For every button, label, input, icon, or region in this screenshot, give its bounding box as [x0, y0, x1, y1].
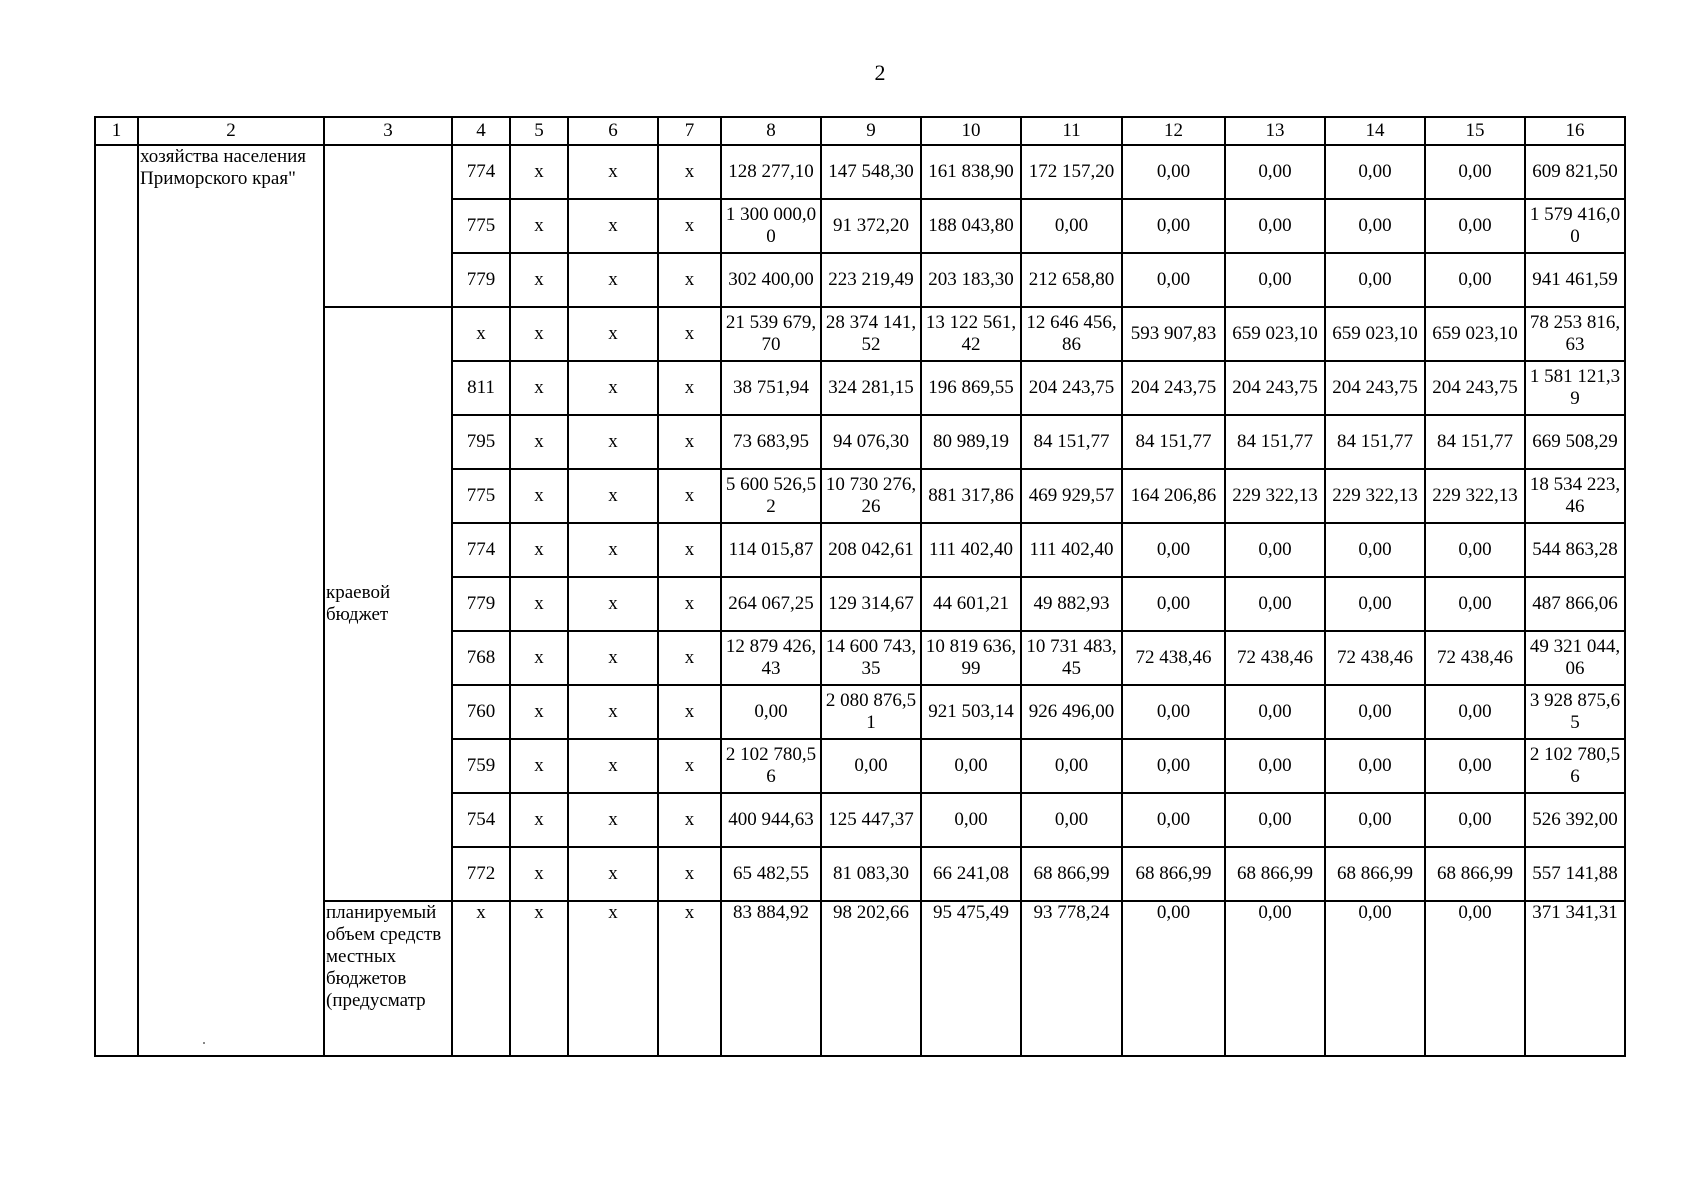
- column-header: 7: [658, 117, 721, 145]
- code-cell: x: [658, 685, 721, 739]
- amount-cell: 2 102 780,56: [1525, 739, 1625, 793]
- column-number-row: [95, 117, 1625, 145]
- amount-cell: 0,00: [1122, 793, 1225, 847]
- code-cell: x: [658, 523, 721, 577]
- amount-cell: 0,00: [1425, 523, 1525, 577]
- amount-cell: 0,00: [1425, 793, 1525, 847]
- amount-cell: 38 751,94: [721, 361, 821, 415]
- code-cell: x: [510, 793, 568, 847]
- column-header: 11: [1021, 117, 1122, 145]
- funding-source-cell: [324, 145, 452, 307]
- amount-cell: 557 141,88: [1525, 847, 1625, 901]
- amount-cell: 1 579 416,00: [1525, 199, 1625, 253]
- code-cell: x: [568, 793, 658, 847]
- amount-cell: 13 122 561,42: [921, 307, 1021, 361]
- amount-cell: 926 496,00: [1021, 685, 1122, 739]
- code-cell: x: [568, 199, 658, 253]
- amount-cell: 0,00: [1325, 253, 1425, 307]
- amount-cell: 73 683,95: [721, 415, 821, 469]
- funding-source-cell: краевой бюджет: [324, 307, 452, 901]
- amount-cell: 10 819 636,99: [921, 631, 1021, 685]
- amount-cell: 0,00: [1425, 577, 1525, 631]
- amount-cell: 1 300 000,00: [721, 199, 821, 253]
- amount-cell: 659 023,10: [1225, 307, 1325, 361]
- code-cell: x: [568, 469, 658, 523]
- budget-code-cell: 760: [452, 685, 510, 739]
- amount-cell: 0,00: [1122, 901, 1225, 1056]
- amount-cell: 0,00: [1325, 577, 1425, 631]
- code-cell: x: [658, 145, 721, 199]
- budget-code-cell: 775: [452, 199, 510, 253]
- code-cell: x: [658, 415, 721, 469]
- amount-cell: 129 314,67: [821, 577, 921, 631]
- amount-cell: 0,00: [1225, 739, 1325, 793]
- column-header: 8: [721, 117, 821, 145]
- amount-cell: 66 241,08: [921, 847, 1021, 901]
- amount-cell: 196 869,55: [921, 361, 1021, 415]
- amount-cell: 204 243,75: [1325, 361, 1425, 415]
- amount-cell: 111 402,40: [1021, 523, 1122, 577]
- column-header: 6: [568, 117, 658, 145]
- amount-cell: 208 042,61: [821, 523, 921, 577]
- amount-cell: 526 392,00: [1525, 793, 1625, 847]
- column-header: 10: [921, 117, 1021, 145]
- code-cell: x: [568, 361, 658, 415]
- amount-cell: 49 321 044,06: [1525, 631, 1625, 685]
- scan-speck: [203, 1042, 205, 1044]
- code-cell: x: [510, 361, 568, 415]
- amount-cell: 0,00: [1225, 145, 1325, 199]
- amount-cell: 0,00: [1225, 199, 1325, 253]
- table-row: [95, 145, 1625, 199]
- program-financing-table: [94, 116, 1626, 1057]
- code-cell: x: [568, 847, 658, 901]
- amount-cell: 72 438,46: [1425, 631, 1525, 685]
- column-header: 16: [1525, 117, 1625, 145]
- amount-cell: 941 461,59: [1525, 253, 1625, 307]
- code-cell: x: [658, 739, 721, 793]
- budget-code-cell: 768: [452, 631, 510, 685]
- code-cell: x: [510, 847, 568, 901]
- amount-cell: 659 023,10: [1425, 307, 1525, 361]
- amount-cell: 21 539 679,70: [721, 307, 821, 361]
- amount-cell: 84 151,77: [1325, 415, 1425, 469]
- code-cell: x: [568, 631, 658, 685]
- code-cell: x: [658, 361, 721, 415]
- amount-cell: 0,00: [1122, 577, 1225, 631]
- code-cell: x: [658, 469, 721, 523]
- funding-source-cell: планируемый объем средств местных бюджетов (предусматр: [324, 901, 452, 1056]
- amount-cell: 0,00: [1225, 685, 1325, 739]
- budget-code-cell: 759: [452, 739, 510, 793]
- amount-cell: 0,00: [1021, 739, 1122, 793]
- code-cell: x: [510, 145, 568, 199]
- code-cell: x: [568, 145, 658, 199]
- amount-cell: 84 151,77: [1425, 415, 1525, 469]
- amount-cell: 400 944,63: [721, 793, 821, 847]
- budget-code-cell: 795: [452, 415, 510, 469]
- column-header: 13: [1225, 117, 1325, 145]
- amount-cell: 609 821,50: [1525, 145, 1625, 199]
- budget-code-cell: 811: [452, 361, 510, 415]
- code-cell: x: [568, 253, 658, 307]
- code-cell: x: [510, 199, 568, 253]
- amount-cell: 0,00: [1122, 253, 1225, 307]
- amount-cell: 487 866,06: [1525, 577, 1625, 631]
- column-header: 5: [510, 117, 568, 145]
- amount-cell: 128 277,10: [721, 145, 821, 199]
- amount-cell: 371 341,31: [1525, 901, 1625, 1056]
- amount-cell: 44 601,21: [921, 577, 1021, 631]
- budget-code-cell: 779: [452, 253, 510, 307]
- amount-cell: 0,00: [1425, 901, 1525, 1056]
- amount-cell: 164 206,86: [1122, 469, 1225, 523]
- amount-cell: 12 646 456,86: [1021, 307, 1122, 361]
- amount-cell: 881 317,86: [921, 469, 1021, 523]
- code-cell: x: [658, 199, 721, 253]
- amount-cell: 28 374 141,52: [821, 307, 921, 361]
- amount-cell: 469 929,57: [1021, 469, 1122, 523]
- amount-cell: 0,00: [1425, 739, 1525, 793]
- amount-cell: 72 438,46: [1325, 631, 1425, 685]
- amount-cell: 0,00: [1225, 901, 1325, 1056]
- budget-code-cell: 774: [452, 523, 510, 577]
- amount-cell: 0,00: [1122, 523, 1225, 577]
- amount-cell: 0,00: [1021, 199, 1122, 253]
- amount-cell: 10 731 483,45: [1021, 631, 1122, 685]
- column-header: 15: [1425, 117, 1525, 145]
- budget-code-cell: 754: [452, 793, 510, 847]
- amount-cell: 84 151,77: [1225, 415, 1325, 469]
- amount-cell: 1 581 121,39: [1525, 361, 1625, 415]
- amount-cell: 2 102 780,56: [721, 739, 821, 793]
- budget-code-cell: 779: [452, 577, 510, 631]
- amount-cell: 80 989,19: [921, 415, 1021, 469]
- amount-cell: 0,00: [821, 739, 921, 793]
- amount-cell: 0,00: [1225, 793, 1325, 847]
- code-cell: x: [568, 685, 658, 739]
- amount-cell: 659 023,10: [1325, 307, 1425, 361]
- code-cell: x: [658, 793, 721, 847]
- code-cell: x: [568, 307, 658, 361]
- amount-cell: 78 253 816,63: [1525, 307, 1625, 361]
- code-cell: x: [658, 577, 721, 631]
- amount-cell: 921 503,14: [921, 685, 1021, 739]
- amount-cell: 204 243,75: [1021, 361, 1122, 415]
- amount-cell: 114 015,87: [721, 523, 821, 577]
- amount-cell: 264 067,25: [721, 577, 821, 631]
- amount-cell: 65 482,55: [721, 847, 821, 901]
- program-name-cell: хозяйства населения Приморского края": [138, 145, 324, 1056]
- amount-cell: 0,00: [1325, 145, 1425, 199]
- amount-cell: 10 730 276,26: [821, 469, 921, 523]
- budget-code-cell: 772: [452, 847, 510, 901]
- amount-cell: 49 882,93: [1021, 577, 1122, 631]
- code-cell: x: [658, 631, 721, 685]
- amount-cell: 147 548,30: [821, 145, 921, 199]
- code-cell: x: [510, 523, 568, 577]
- amount-cell: 161 838,90: [921, 145, 1021, 199]
- amount-cell: 203 183,30: [921, 253, 1021, 307]
- amount-cell: 204 243,75: [1122, 361, 1225, 415]
- amount-cell: 0,00: [1021, 793, 1122, 847]
- amount-cell: 0,00: [1325, 199, 1425, 253]
- amount-cell: 125 447,37: [821, 793, 921, 847]
- amount-cell: 81 083,30: [821, 847, 921, 901]
- amount-cell: 91 372,20: [821, 199, 921, 253]
- column-header: 4: [452, 117, 510, 145]
- amount-cell: 0,00: [1325, 739, 1425, 793]
- amount-cell: 0,00: [1325, 685, 1425, 739]
- budget-code-cell: 774: [452, 145, 510, 199]
- code-cell: x: [510, 469, 568, 523]
- table-row: [95, 307, 1625, 361]
- amount-cell: 84 151,77: [1021, 415, 1122, 469]
- amount-cell: 12 879 426,43: [721, 631, 821, 685]
- table-body: [95, 145, 1625, 1056]
- row-number-cell: [95, 145, 138, 1056]
- column-header: 9: [821, 117, 921, 145]
- amount-cell: 0,00: [921, 793, 1021, 847]
- code-cell: x: [510, 415, 568, 469]
- amount-cell: 5 600 526,52: [721, 469, 821, 523]
- amount-cell: 669 508,29: [1525, 415, 1625, 469]
- amount-cell: 14 600 743,35: [821, 631, 921, 685]
- budget-code-cell: 775: [452, 469, 510, 523]
- column-header: 1: [95, 117, 138, 145]
- code-cell: x: [510, 307, 568, 361]
- table-row: [95, 901, 1625, 1056]
- code-cell: x: [510, 577, 568, 631]
- amount-cell: 0,00: [1425, 199, 1525, 253]
- amount-cell: 68 866,99: [1325, 847, 1425, 901]
- code-cell: x: [510, 631, 568, 685]
- amount-cell: 93 778,24: [1021, 901, 1122, 1056]
- amount-cell: 0,00: [1325, 523, 1425, 577]
- code-cell: x: [510, 253, 568, 307]
- amount-cell: 0,00: [721, 685, 821, 739]
- amount-cell: 94 076,30: [821, 415, 921, 469]
- amount-cell: 18 534 223,46: [1525, 469, 1625, 523]
- amount-cell: 229 322,13: [1225, 469, 1325, 523]
- code-cell: x: [658, 901, 721, 1056]
- column-header: 2: [138, 117, 324, 145]
- amount-cell: 0,00: [1122, 685, 1225, 739]
- amount-cell: 111 402,40: [921, 523, 1021, 577]
- amount-cell: 0,00: [1225, 253, 1325, 307]
- amount-cell: 229 322,13: [1325, 469, 1425, 523]
- amount-cell: 98 202,66: [821, 901, 921, 1056]
- amount-cell: 324 281,15: [821, 361, 921, 415]
- amount-cell: 0,00: [1325, 793, 1425, 847]
- code-cell: x: [568, 901, 658, 1056]
- amount-cell: 68 866,99: [1425, 847, 1525, 901]
- column-header: 14: [1325, 117, 1425, 145]
- amount-cell: 95 475,49: [921, 901, 1021, 1056]
- amount-cell: 0,00: [1122, 145, 1225, 199]
- amount-cell: 0,00: [1325, 901, 1425, 1056]
- amount-cell: 68 866,99: [1021, 847, 1122, 901]
- amount-cell: 204 243,75: [1425, 361, 1525, 415]
- amount-cell: 72 438,46: [1225, 631, 1325, 685]
- budget-code-cell: x: [452, 307, 510, 361]
- amount-cell: 3 928 875,65: [1525, 685, 1625, 739]
- budget-code-cell: x: [452, 901, 510, 1056]
- code-cell: x: [568, 523, 658, 577]
- amount-cell: 204 243,75: [1225, 361, 1325, 415]
- code-cell: x: [568, 415, 658, 469]
- amount-cell: 0,00: [1425, 685, 1525, 739]
- code-cell: x: [510, 685, 568, 739]
- code-cell: x: [658, 307, 721, 361]
- amount-cell: 72 438,46: [1122, 631, 1225, 685]
- amount-cell: 84 151,77: [1122, 415, 1225, 469]
- amount-cell: 68 866,99: [1122, 847, 1225, 901]
- amount-cell: 0,00: [1122, 739, 1225, 793]
- amount-cell: 212 658,80: [1021, 253, 1122, 307]
- page-number: 2: [874, 60, 886, 85]
- amount-cell: 0,00: [1425, 145, 1525, 199]
- amount-cell: 229 322,13: [1425, 469, 1525, 523]
- amount-cell: 593 907,83: [1122, 307, 1225, 361]
- amount-cell: 223 219,49: [821, 253, 921, 307]
- amount-cell: 172 157,20: [1021, 145, 1122, 199]
- amount-cell: 0,00: [1425, 253, 1525, 307]
- amount-cell: 0,00: [1122, 199, 1225, 253]
- amount-cell: 188 043,80: [921, 199, 1021, 253]
- amount-cell: 83 884,92: [721, 901, 821, 1056]
- amount-cell: 302 400,00: [721, 253, 821, 307]
- amount-cell: 68 866,99: [1225, 847, 1325, 901]
- amount-cell: 544 863,28: [1525, 523, 1625, 577]
- code-cell: x: [510, 739, 568, 793]
- code-cell: x: [658, 253, 721, 307]
- column-header: 3: [324, 117, 452, 145]
- code-cell: x: [568, 577, 658, 631]
- amount-cell: 0,00: [1225, 523, 1325, 577]
- code-cell: x: [658, 847, 721, 901]
- amount-cell: 2 080 876,51: [821, 685, 921, 739]
- amount-cell: 0,00: [1225, 577, 1325, 631]
- column-header: 12: [1122, 117, 1225, 145]
- code-cell: x: [568, 739, 658, 793]
- amount-cell: 0,00: [921, 739, 1021, 793]
- code-cell: x: [510, 901, 568, 1056]
